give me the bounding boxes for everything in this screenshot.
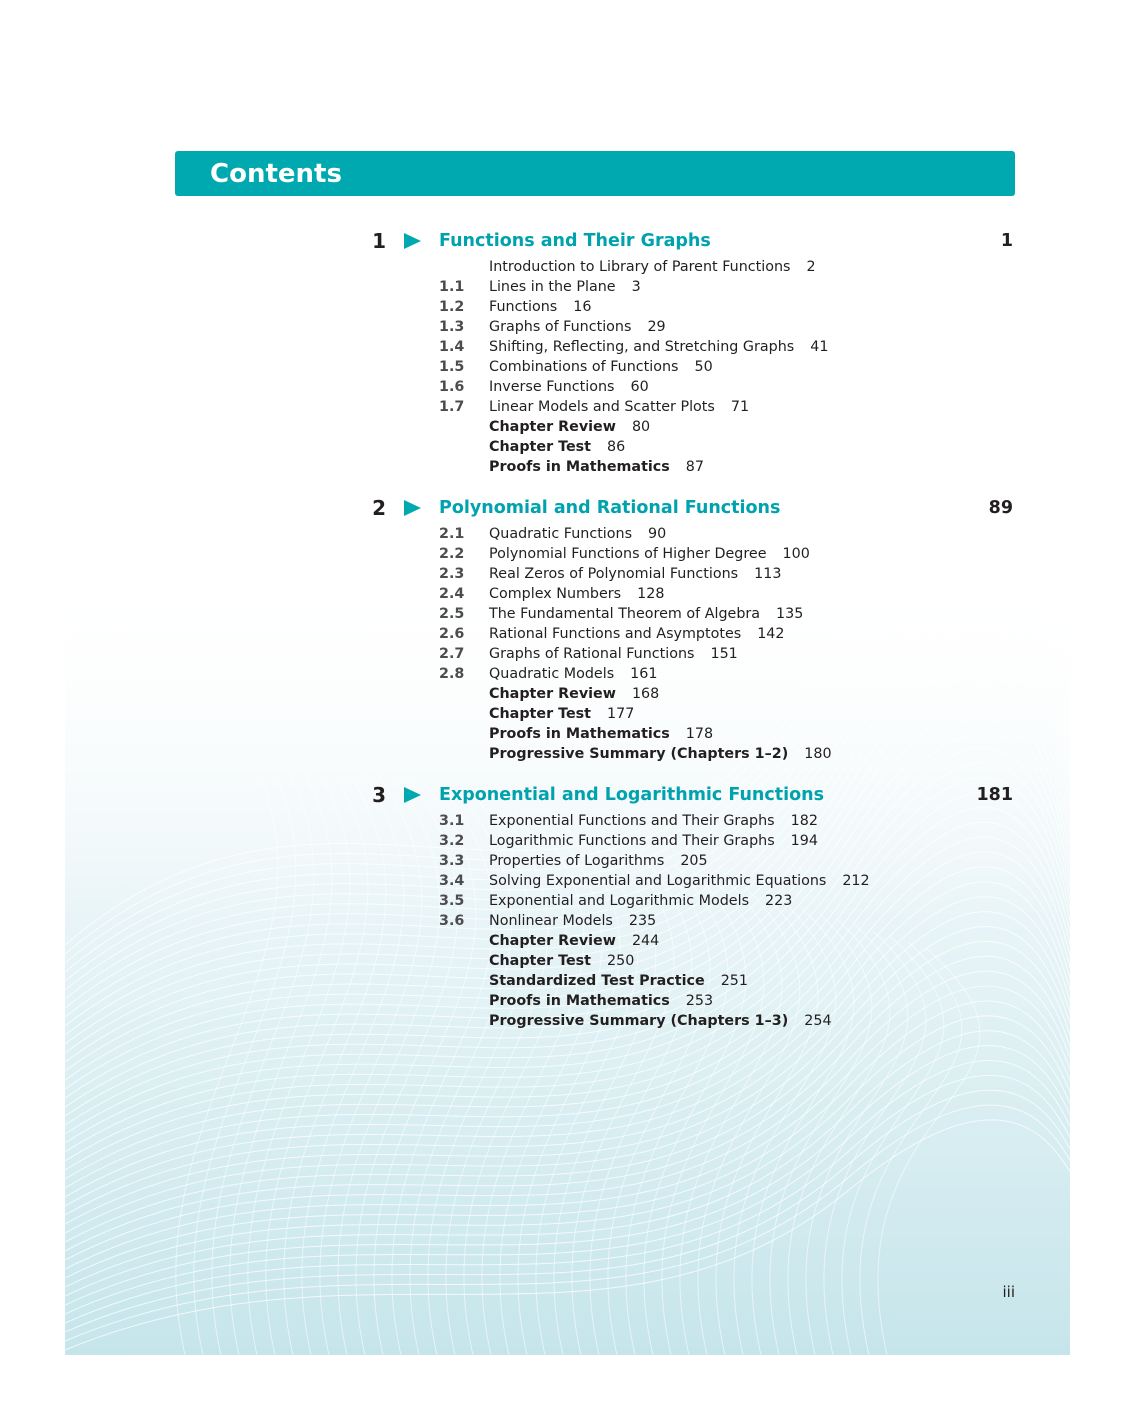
- section-number: 1.3: [439, 319, 465, 335]
- toc-entry[interactable]: [0, 437, 1130, 457]
- section-title[interactable]: Proofs in Mathematics: [489, 726, 670, 742]
- section-page: 142: [757, 626, 785, 642]
- chapter-1-sections: [0, 257, 1130, 477]
- chapter-page: 181: [976, 785, 1013, 805]
- section-number: 3.3: [439, 853, 465, 869]
- toc-entry[interactable]: [0, 991, 1130, 1011]
- section-title[interactable]: Progressive Summary (Chapters 1–3): [489, 1013, 789, 1029]
- section-title[interactable]: Graphs of Functions: [489, 319, 632, 335]
- section-entry-text: [489, 277, 641, 297]
- section-entry-text: [489, 704, 634, 724]
- section-page: 128: [637, 586, 665, 602]
- section-page: 60: [630, 379, 649, 395]
- section-page: 205: [680, 853, 708, 869]
- toc-entry[interactable]: [0, 377, 1130, 397]
- section-entry-text: [489, 437, 625, 457]
- section-title[interactable]: Chapter Test: [489, 953, 592, 969]
- toc-entry[interactable]: [0, 931, 1130, 951]
- section-page: 212: [842, 873, 870, 889]
- section-entry-text: [489, 931, 659, 951]
- section-entry-text: [489, 397, 749, 417]
- chapter-2-sections: [0, 524, 1130, 764]
- section-title[interactable]: Chapter Test: [489, 439, 592, 455]
- section-page: 223: [765, 893, 793, 909]
- section-title[interactable]: Complex Numbers: [489, 586, 622, 602]
- toc-entry[interactable]: [0, 684, 1130, 704]
- section-entry-text: [489, 891, 792, 911]
- toc-entry[interactable]: [0, 664, 1130, 684]
- section-title[interactable]: Proofs in Mathematics: [489, 459, 670, 475]
- section-page: 180: [804, 746, 832, 762]
- toc-entry[interactable]: [0, 724, 1130, 744]
- section-title[interactable]: Properties of Logarithms: [489, 853, 665, 869]
- section-entry-text: [489, 317, 666, 337]
- section-page: 86: [607, 439, 626, 455]
- section-number: 2.6: [439, 626, 465, 642]
- section-number: 1.7: [439, 399, 465, 415]
- chapter-3-sections: [0, 811, 1130, 1031]
- toc-entry[interactable]: [0, 704, 1130, 724]
- section-title[interactable]: Chapter Review: [489, 686, 616, 702]
- section-entry-text: [489, 811, 818, 831]
- toc-entry[interactable]: [0, 257, 1130, 277]
- chapter-number: 1: [372, 229, 386, 253]
- section-title[interactable]: Chapter Review: [489, 419, 616, 435]
- section-title[interactable]: Nonlinear Models: [489, 913, 613, 929]
- section-page: 194: [790, 833, 818, 849]
- toc-entry[interactable]: [0, 644, 1130, 664]
- section-entry-text: [489, 624, 784, 644]
- section-title[interactable]: The Fundamental Theorem of Algebra: [489, 606, 761, 622]
- toc-entry[interactable]: [0, 417, 1130, 437]
- section-entry-text: [489, 457, 704, 477]
- chapter-page: 1: [1000, 231, 1013, 251]
- section-title[interactable]: Shifting, Reflecting, and Stretching Graphs: [489, 339, 795, 355]
- section-entry-text: [489, 971, 748, 991]
- section-page: 50: [694, 359, 713, 375]
- section-number: 2.7: [439, 646, 465, 662]
- chapter-heading-1[interactable]: [0, 227, 1130, 255]
- toc-entry[interactable]: [0, 911, 1130, 931]
- section-title[interactable]: Chapter Test: [489, 706, 592, 722]
- section-title[interactable]: Lines in the Plane: [489, 279, 616, 295]
- section-entry-text: [489, 1011, 832, 1031]
- section-number: 3.1: [439, 813, 465, 829]
- section-page: 161: [630, 666, 658, 682]
- toc-entry[interactable]: [0, 337, 1130, 357]
- toc-entry[interactable]: [0, 851, 1130, 871]
- section-number: 2.2: [439, 546, 465, 562]
- section-title[interactable]: Functions: [489, 299, 558, 315]
- chapter-heading-3[interactable]: [0, 781, 1130, 809]
- section-page: 254: [804, 1013, 832, 1029]
- toc-entry[interactable]: [0, 891, 1130, 911]
- section-entry-text: [489, 297, 591, 317]
- section-page: 177: [607, 706, 635, 722]
- section-title[interactable]: Quadratic Functions: [489, 526, 633, 542]
- toc-entry[interactable]: [0, 544, 1130, 564]
- section-number: 2.3: [439, 566, 465, 582]
- toc-entry[interactable]: [0, 831, 1130, 851]
- chapter-page: 89: [988, 498, 1013, 518]
- section-page: 80: [631, 419, 651, 435]
- section-entry-text: [489, 357, 713, 377]
- section-page: 41: [810, 339, 829, 355]
- section-entry-text: [489, 951, 634, 971]
- section-number: 1.2: [439, 299, 465, 315]
- section-number: 3.2: [439, 833, 465, 849]
- section-page: 244: [631, 933, 660, 949]
- section-entry-text: [489, 724, 713, 744]
- chapter-number: 2: [372, 496, 386, 520]
- chapter-heading-2[interactable]: [0, 494, 1130, 522]
- section-page: 253: [685, 993, 714, 1009]
- section-title[interactable]: Combinations of Functions: [489, 359, 679, 375]
- section-page: 251: [720, 973, 748, 989]
- section-entry-text: [489, 851, 708, 871]
- section-title[interactable]: Exponential Functions and Their Graphs: [489, 813, 775, 829]
- contents-header-bar: [175, 151, 1015, 196]
- section-entry-text: [489, 684, 659, 704]
- section-entry-text: [489, 991, 713, 1011]
- toc-entry[interactable]: [0, 744, 1130, 764]
- section-number: 2.8: [439, 666, 465, 682]
- toc-entry[interactable]: [0, 397, 1130, 417]
- section-title[interactable]: Progressive Summary (Chapters 1–2): [489, 746, 789, 762]
- section-page: 100: [782, 546, 810, 562]
- section-title[interactable]: Quadratic Models: [489, 666, 615, 682]
- section-entry-text: [489, 544, 810, 564]
- section-page: 178: [685, 726, 714, 742]
- triangle-right-icon: [404, 233, 421, 249]
- section-title[interactable]: Linear Models and Scatter Plots: [489, 399, 715, 415]
- chapter-title[interactable]: Exponential and Logarithmic Functions: [439, 785, 825, 805]
- toc-entry[interactable]: [0, 297, 1130, 317]
- section-page: 3: [631, 279, 641, 295]
- toc-entry[interactable]: [0, 951, 1130, 971]
- triangle-right-icon: [404, 500, 421, 516]
- section-number: 1.6: [439, 379, 465, 395]
- section-page: 151: [710, 646, 738, 662]
- section-page: 71: [730, 399, 750, 415]
- section-title[interactable]: Logarithmic Functions and Their Graphs: [489, 833, 775, 849]
- section-title[interactable]: Real Zeros of Polynomial Functions: [489, 566, 739, 582]
- section-title[interactable]: Inverse Functions: [489, 379, 615, 395]
- toc-entry[interactable]: [0, 871, 1130, 891]
- toc-entry[interactable]: [0, 604, 1130, 624]
- section-entry-text: [489, 337, 828, 357]
- toc-entry[interactable]: [0, 971, 1130, 991]
- section-entry-text: [489, 871, 870, 891]
- section-title[interactable]: Exponential and Logarithmic Models: [489, 893, 750, 909]
- section-entry-text: [489, 911, 656, 931]
- section-title[interactable]: Graphs of Rational Functions: [489, 646, 695, 662]
- section-page: 235: [628, 913, 657, 929]
- section-title[interactable]: Solving Exponential and Logarithmic Equations: [489, 873, 827, 889]
- section-entry-text: [489, 744, 832, 764]
- section-number: 1.1: [439, 279, 465, 295]
- section-title[interactable]: Polynomial Functions of Higher Degree: [489, 546, 767, 562]
- section-entry-text: [489, 644, 738, 664]
- section-entry-text: [489, 564, 781, 584]
- section-page: 29: [647, 319, 666, 335]
- section-entry-text: [489, 604, 803, 624]
- section-page: 90: [648, 526, 667, 542]
- toc-entry[interactable]: [0, 811, 1130, 831]
- section-page: 16: [573, 299, 592, 315]
- section-number: 3.4: [439, 873, 465, 889]
- section-page: 2: [806, 259, 816, 275]
- section-entry-text: [489, 584, 664, 604]
- section-number: 1.4: [439, 339, 465, 355]
- triangle-right-icon: [404, 787, 421, 803]
- page-folio: iii: [1002, 1283, 1015, 1301]
- section-title[interactable]: Standardized Test Practice: [489, 973, 705, 989]
- toc-entry[interactable]: [0, 357, 1130, 377]
- toc-entry[interactable]: [0, 1011, 1130, 1031]
- section-page: 182: [790, 813, 818, 829]
- section-title[interactable]: Proofs in Mathematics: [489, 993, 670, 1009]
- toc-entry[interactable]: [0, 584, 1130, 604]
- section-title[interactable]: Chapter Review: [489, 933, 616, 949]
- toc-entry[interactable]: [0, 524, 1130, 544]
- section-page: 250: [607, 953, 635, 969]
- toc-entry[interactable]: [0, 277, 1130, 297]
- section-entry-text: [489, 664, 657, 684]
- section-title[interactable]: Introduction to Library of Parent Functions: [489, 259, 791, 275]
- section-entry-text: [489, 417, 650, 437]
- section-page: 135: [776, 606, 804, 622]
- section-page: 168: [631, 686, 660, 702]
- toc-entry[interactable]: [0, 457, 1130, 477]
- section-number: 1.5: [439, 359, 465, 375]
- section-number: 2.4: [439, 586, 465, 602]
- section-number: 3.6: [439, 913, 465, 929]
- section-number: 3.5: [439, 893, 465, 909]
- section-entry-text: [489, 257, 816, 277]
- toc-entry[interactable]: [0, 564, 1130, 584]
- section-number: 2.5: [439, 606, 465, 622]
- chapter-title[interactable]: Polynomial and Rational Functions: [439, 498, 781, 518]
- chapter-title[interactable]: Functions and Their Graphs: [439, 231, 711, 251]
- section-entry-text: [489, 831, 818, 851]
- section-number: 2.1: [439, 526, 465, 542]
- section-title[interactable]: Rational Functions and Asymptotes: [489, 626, 742, 642]
- section-entry-text: [489, 377, 649, 397]
- toc-entry[interactable]: [0, 317, 1130, 337]
- section-page: 87: [685, 459, 704, 475]
- toc-entry[interactable]: [0, 624, 1130, 644]
- page-title: Contents: [210, 159, 342, 189]
- section-page: 113: [754, 566, 782, 582]
- section-entry-text: [489, 524, 666, 544]
- chapter-number: 3: [372, 783, 386, 807]
